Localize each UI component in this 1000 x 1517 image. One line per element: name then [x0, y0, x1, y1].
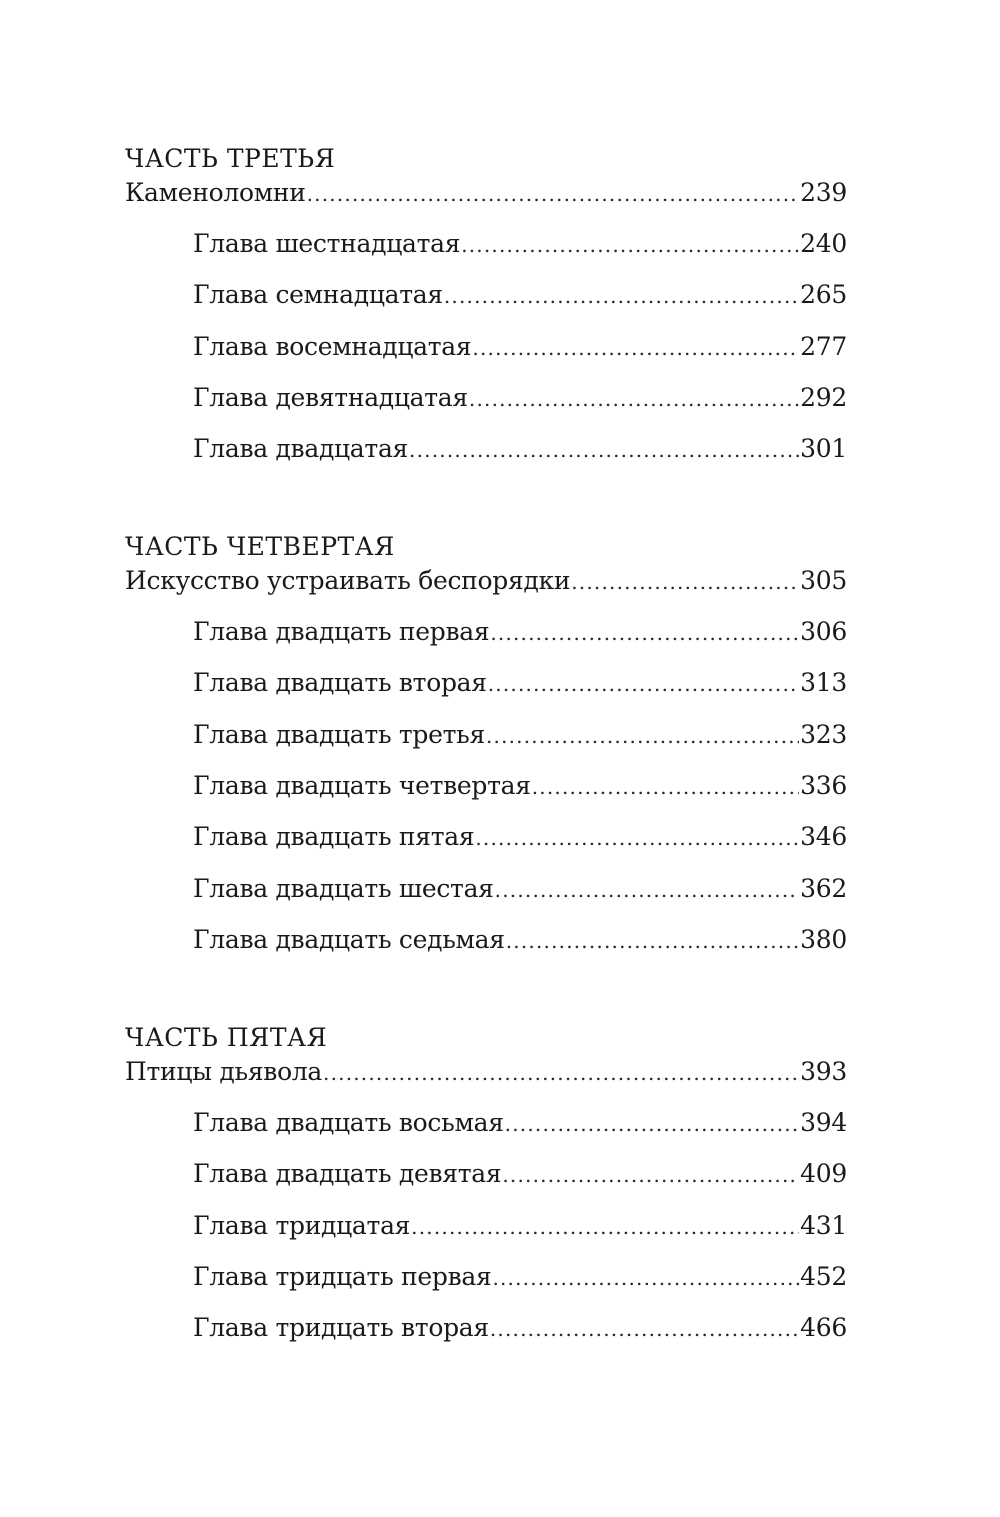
chapter-title: Глава двадцать девятая: [193, 1159, 502, 1189]
chapter-entry[interactable]: [125, 278, 847, 312]
chapter-title: Глава восемнадцатая: [193, 331, 472, 361]
chapter-entry[interactable]: [125, 1260, 847, 1294]
page-number: 265: [800, 280, 847, 310]
page-number: 346: [800, 822, 847, 852]
dot-leader: [492, 1261, 799, 1295]
dot-leader: [307, 177, 800, 211]
page-number: 393: [800, 1056, 847, 1086]
chapter-title: Глава семнадцатая: [193, 280, 443, 310]
chapter-title: Глава тридцатая: [193, 1210, 411, 1240]
dot-leader: [571, 565, 799, 599]
page-number: 380: [800, 924, 847, 954]
chapter-title: Глава двадцать седьмая: [193, 924, 505, 954]
dot-leader: [486, 719, 799, 753]
chapter-entry[interactable]: [125, 1311, 847, 1345]
dot-leader: [506, 924, 799, 958]
dot-leader: [502, 1158, 799, 1192]
page-number: 431: [800, 1210, 847, 1240]
dot-leader: [495, 873, 800, 907]
page-number: 277: [800, 331, 847, 361]
chapter-entry[interactable]: [125, 923, 847, 957]
chapter-entry[interactable]: [125, 718, 847, 752]
part-heading: ЧАСТЬ ТРЕТЬЯ: [125, 144, 336, 173]
page-number: 305: [800, 566, 847, 596]
part-title: Искусство устраивать беспорядки: [125, 566, 571, 596]
page-number: 409: [800, 1159, 847, 1189]
toc-part: [125, 1021, 847, 1345]
chapter-entry[interactable]: [125, 381, 847, 415]
page-number: 301: [800, 434, 847, 464]
chapter-entry[interactable]: [125, 1157, 847, 1191]
table-of-contents: [125, 142, 847, 1409]
part-heading: ЧАСТЬ ПЯТАЯ: [125, 1022, 328, 1052]
part-title-entry[interactable]: [125, 1055, 847, 1089]
chapter-title: Глава двадцать восьмая: [193, 1107, 504, 1137]
dot-leader: [409, 433, 799, 467]
page-number: 452: [800, 1261, 847, 1291]
chapter-entry[interactable]: [125, 820, 847, 854]
chapter-entry[interactable]: [125, 872, 847, 906]
page-number: 323: [800, 719, 847, 749]
page-number: 292: [800, 382, 847, 412]
dot-leader: [469, 382, 799, 416]
dot-leader: [532, 770, 799, 804]
chapter-entry[interactable]: [125, 615, 847, 649]
chapter-title: Глава двадцать пятая: [193, 822, 475, 852]
page-number: 239: [800, 178, 847, 207]
dot-leader: [490, 616, 799, 650]
chapter-title: Глава двадцатая: [193, 434, 409, 464]
chapter-entry[interactable]: [125, 666, 847, 700]
part-title: Каменоломни: [125, 178, 306, 207]
dot-leader: [488, 667, 799, 701]
chapter-title: Глава тридцать первая: [193, 1261, 492, 1291]
dot-leader: [475, 821, 799, 855]
toc-part: [125, 142, 847, 466]
part-heading: ЧАСТЬ ЧЕТВЕРТАЯ: [125, 532, 395, 562]
page-number: 336: [800, 771, 847, 801]
chapter-entry[interactable]: [125, 769, 847, 803]
page-number: 362: [800, 873, 847, 903]
page-number: 313: [800, 668, 847, 698]
page-number: 466: [800, 1313, 847, 1343]
chapter-title: Глава двадцать третья: [193, 719, 485, 749]
chapter-title: Глава девятнадцатая: [193, 382, 468, 412]
page-number: 306: [800, 617, 847, 647]
chapter-entry[interactable]: [125, 1209, 847, 1243]
dot-leader: [411, 1210, 799, 1244]
chapter-entry[interactable]: [125, 1106, 847, 1140]
dot-leader: [461, 228, 799, 262]
part-title: Птицы дьявола: [125, 1056, 323, 1086]
dot-leader: [323, 1056, 799, 1090]
toc-part: [125, 530, 847, 957]
chapter-title: Глава двадцать первая: [193, 617, 490, 647]
chapter-entry[interactable]: [125, 227, 847, 261]
chapter-title: Глава тридцать вторая: [193, 1313, 489, 1343]
part-title-entry[interactable]: [125, 176, 847, 210]
chapter-title: Глава шестнадцатая: [193, 229, 461, 258]
dot-leader: [505, 1107, 800, 1141]
chapter-title: Глава двадцать четвертая: [193, 771, 531, 801]
dot-leader: [472, 331, 799, 365]
page-number: 240: [800, 229, 847, 258]
chapter-title: Глава двадцать вторая: [193, 668, 487, 698]
chapter-entry[interactable]: [125, 330, 847, 364]
part-title-entry[interactable]: [125, 564, 847, 598]
chapter-title: Глава двадцать шестая: [193, 873, 494, 903]
dot-leader: [490, 1312, 799, 1346]
dot-leader: [444, 279, 799, 313]
chapter-entry[interactable]: [125, 432, 847, 466]
page-number: 394: [800, 1107, 847, 1137]
